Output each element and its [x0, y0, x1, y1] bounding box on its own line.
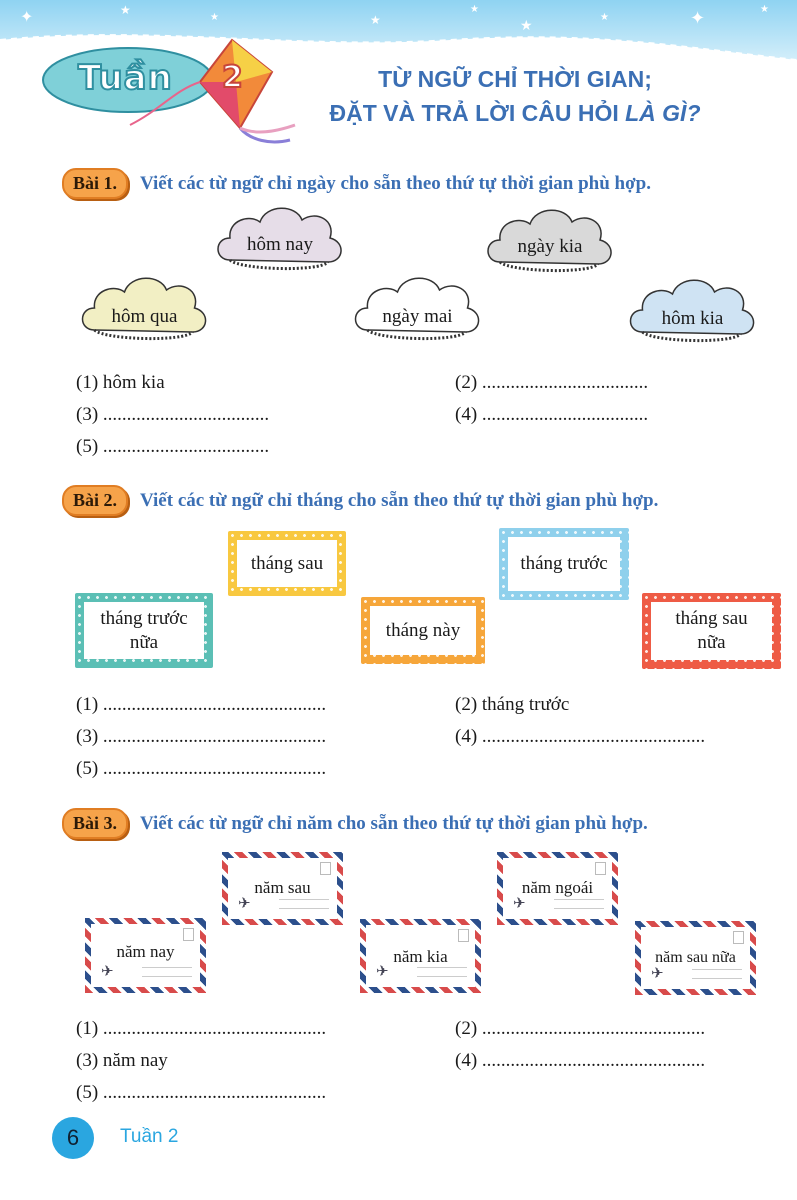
month-card [499, 528, 629, 600]
exercise-3-instruction: Viết các từ ngữ chỉ năm cho sẵn theo thứ tự thời gian phù hợp. [140, 812, 648, 834]
exercise-3-badge: Bài 3. [62, 808, 128, 839]
svg-text:★: ★ [370, 13, 381, 27]
month-card [228, 531, 346, 596]
answer-line[interactable]: (5) ................................... [76, 436, 270, 457]
exercise-1-header [62, 168, 651, 199]
envelope-label: năm kia [393, 947, 448, 966]
year-envelope [635, 921, 756, 995]
svg-text:✦: ✦ [20, 9, 34, 26]
month-card [75, 593, 213, 668]
stamp-icon [733, 931, 744, 944]
page-title [300, 62, 730, 130]
answer-line[interactable]: (4) ............................................... [455, 1050, 706, 1071]
airplane-icon: ✈ [101, 964, 114, 980]
exercise-2-header [62, 485, 658, 516]
airplane-icon: ✈ [376, 964, 389, 980]
title-line-2-italic: LÀ GÌ? [625, 100, 701, 126]
svg-text:★: ★ [470, 4, 479, 15]
month-card-label: tháng này [370, 606, 476, 655]
answer-line[interactable]: (5) ............................................... [76, 758, 327, 779]
cloud-word [210, 198, 350, 278]
cloud-label: hôm nay [247, 234, 313, 255]
week-badge-label: Tuần [78, 58, 173, 98]
cloud-word [620, 270, 765, 350]
stamp-icon [595, 862, 606, 875]
cloud-word [72, 268, 217, 348]
answer-line[interactable]: (4) ............................................... [455, 726, 706, 747]
answer-line: (3) năm nay [76, 1050, 168, 1071]
month-card [361, 597, 485, 664]
month-card [642, 593, 781, 669]
month-card-label: tháng sau [237, 540, 337, 587]
svg-text:★: ★ [210, 12, 219, 23]
stamp-icon [320, 862, 331, 875]
cloud-word [480, 200, 620, 280]
title-line-2-main: ĐẶT VÀ TRẢ LỜI CÂU HỎI [329, 100, 626, 126]
year-envelope [497, 852, 618, 925]
cloud-label: hôm kia [661, 308, 724, 329]
answer-line[interactable]: (3) ............................................... [76, 726, 327, 747]
stamp-icon [183, 928, 194, 941]
title-line-1: TỪ NGỮ CHỈ THỜI GIAN; [378, 66, 652, 92]
cloud-label: hôm qua [111, 306, 178, 327]
svg-text:★: ★ [520, 19, 533, 34]
cloud-label: ngày kia [517, 236, 583, 257]
answer-line[interactable]: (5) ............................................... [76, 1082, 327, 1103]
svg-text:★: ★ [120, 3, 131, 17]
envelope-label: năm sau nữa [655, 949, 736, 966]
envelope-label: năm sau [254, 878, 311, 897]
address-lines [279, 899, 329, 909]
page-number: 6 [52, 1117, 94, 1159]
address-lines [142, 967, 192, 977]
answer-line[interactable]: (1) ............................................... [76, 694, 327, 715]
answer-line: (2) tháng trước [455, 694, 570, 715]
svg-text:✦: ✦ [690, 8, 706, 28]
answer-line[interactable]: (4) ................................... [455, 404, 649, 425]
footer-section: Tuần 2 [120, 1126, 179, 1147]
answer-line[interactable]: (2) ................................... [455, 372, 649, 393]
exercise-1-badge: Bài 1. [62, 168, 128, 199]
month-card-label: tháng trước [508, 537, 620, 591]
cloud-word [345, 268, 490, 348]
svg-text:★: ★ [760, 4, 769, 15]
envelope-label: năm nay [116, 942, 175, 961]
year-envelope [222, 852, 343, 925]
week-badge-number: 2 [222, 60, 243, 95]
exercise-3-header [62, 808, 648, 839]
answer-line: (1) hôm kia [76, 372, 165, 393]
svg-text:★: ★ [600, 12, 609, 23]
airplane-icon: ✈ [651, 966, 664, 982]
year-envelope [360, 919, 481, 993]
answer-line[interactable]: (1) ............................................... [76, 1018, 327, 1039]
address-lines [554, 899, 604, 909]
envelope-label: năm ngoái [521, 878, 594, 897]
month-card-label: tháng sau nữa [651, 602, 772, 660]
airplane-icon: ✈ [513, 896, 526, 912]
stamp-icon [458, 929, 469, 942]
month-card-label: tháng trước nữa [84, 602, 204, 659]
cloud-label: ngày mai [382, 306, 453, 327]
address-lines [417, 967, 467, 977]
title-line-2 [300, 96, 730, 130]
answer-line[interactable]: (2) ............................................... [455, 1018, 706, 1039]
answer-line[interactable]: (3) ................................... [76, 404, 270, 425]
exercise-2-instruction: Viết các từ ngữ chỉ tháng cho sẵn theo thứ tự thời gian phù hợp. [140, 489, 659, 511]
exercise-1-instruction: Viết các từ ngữ chỉ ngày cho sẵn theo thứ tự thời gian phù hợp. [140, 172, 651, 194]
year-envelope [85, 918, 206, 993]
exercise-2-badge: Bài 2. [62, 485, 128, 516]
address-lines [692, 969, 742, 979]
airplane-icon: ✈ [238, 896, 251, 912]
